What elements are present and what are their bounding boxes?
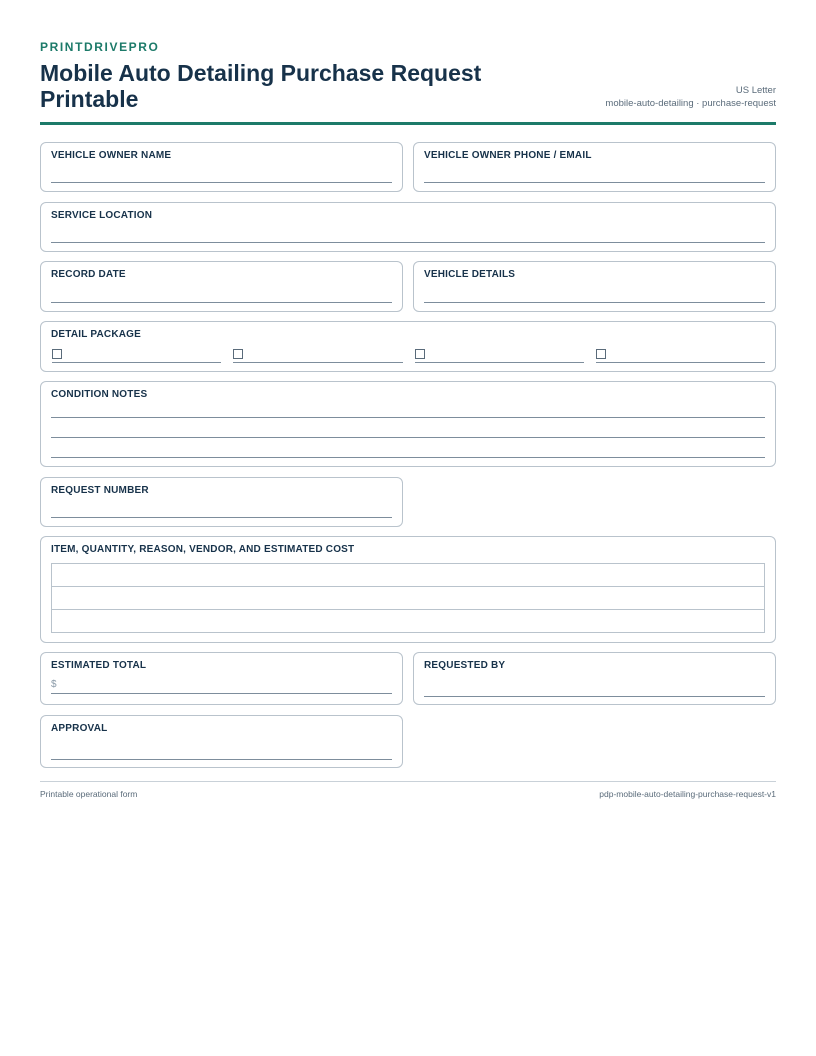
vehicle-details-input[interactable] xyxy=(424,302,765,303)
page-meta xyxy=(605,84,776,110)
condition-notes-field xyxy=(40,381,776,467)
table-row xyxy=(52,564,765,587)
package-option-2-line[interactable] xyxy=(233,362,403,363)
service-location-label: SERVICE LOCATION xyxy=(51,210,153,221)
approval-input[interactable] xyxy=(51,759,392,760)
vehicle-owner-name-input[interactable] xyxy=(51,182,392,183)
request-number-input[interactable] xyxy=(51,517,392,518)
vehicle-details-label: VEHICLE DETAILS xyxy=(424,269,516,280)
estimated-total-label: ESTIMATED TOTAL xyxy=(51,660,147,671)
footer-left-text: Printable operational form xyxy=(40,789,138,799)
vehicle-owner-contact-label: VEHICLE OWNER PHONE / EMAIL xyxy=(424,150,592,161)
approval-label: APPROVAL xyxy=(51,723,108,734)
items-table-label: ITEM, QUANTITY, REASON, VENDOR, AND ESTIMATED COST xyxy=(51,544,355,555)
vehicle-details-field xyxy=(413,261,776,312)
form-header xyxy=(40,40,776,110)
package-option-4-checkbox[interactable] xyxy=(596,349,606,359)
service-location-field xyxy=(40,202,776,252)
table-row xyxy=(52,610,765,633)
service-location-input[interactable] xyxy=(51,242,765,243)
header-rule xyxy=(40,122,776,125)
condition-notes-line-1[interactable] xyxy=(51,417,765,418)
form-page xyxy=(40,40,776,799)
requested-by-label: REQUESTED BY xyxy=(424,660,506,671)
table-row xyxy=(52,587,765,610)
package-option-1-line[interactable] xyxy=(52,362,221,363)
footer-form-id: pdp-mobile-auto-detailing-purchase-request-v1 xyxy=(599,789,776,799)
record-date-input[interactable] xyxy=(51,302,392,303)
table-cell[interactable] xyxy=(52,610,765,633)
page-title: Mobile Auto Detailing Purchase Request Printable xyxy=(40,60,482,112)
condition-notes-label: CONDITION NOTES xyxy=(51,389,148,400)
condition-notes-line-3[interactable] xyxy=(51,457,765,458)
form-tags: mobile-auto-detailing · purchase-request xyxy=(605,98,776,109)
table-cell[interactable] xyxy=(52,587,765,610)
request-number-label: REQUEST NUMBER xyxy=(51,485,149,496)
package-option-4-line[interactable] xyxy=(596,362,765,363)
items-table-field xyxy=(40,536,776,643)
estimated-total-field xyxy=(40,652,403,705)
requested-by-field xyxy=(413,652,776,705)
table-cell[interactable] xyxy=(52,564,765,587)
requested-by-input[interactable] xyxy=(424,696,765,697)
vehicle-owner-contact-input[interactable] xyxy=(424,182,765,183)
request-number-field xyxy=(40,477,403,527)
items-table xyxy=(51,563,765,633)
vehicle-owner-contact-field xyxy=(413,142,776,192)
brand-name: PRINTDRIVEPRO xyxy=(40,40,160,54)
package-option-1-checkbox[interactable] xyxy=(52,349,62,359)
estimated-total-input[interactable] xyxy=(51,693,392,694)
record-date-label: RECORD DATE xyxy=(51,269,126,280)
footer-rule xyxy=(40,781,776,782)
package-option-2-checkbox[interactable] xyxy=(233,349,243,359)
currency-symbol: $ xyxy=(51,679,57,690)
vehicle-owner-name-label: VEHICLE OWNER NAME xyxy=(51,150,172,161)
detail-package-label: DETAIL PACKAGE xyxy=(51,329,142,340)
approval-field xyxy=(40,715,403,768)
detail-package-field xyxy=(40,321,776,372)
paper-size: US Letter xyxy=(735,85,776,96)
record-date-field xyxy=(40,261,403,312)
condition-notes-line-2[interactable] xyxy=(51,437,765,438)
vehicle-owner-name-field xyxy=(40,142,403,192)
package-option-3-line[interactable] xyxy=(415,362,584,363)
package-option-3-checkbox[interactable] xyxy=(415,349,425,359)
